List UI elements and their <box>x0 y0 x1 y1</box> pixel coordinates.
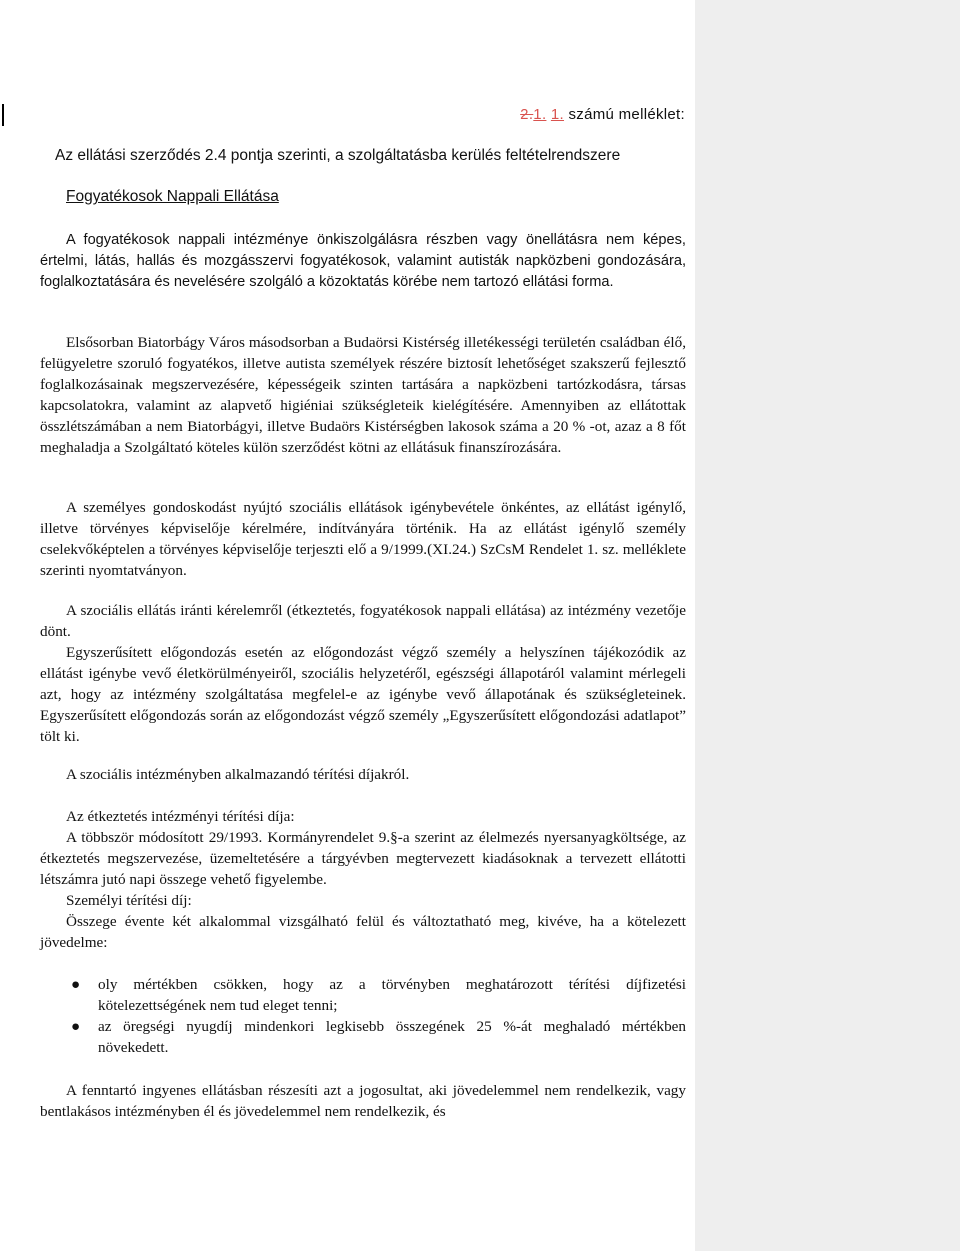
paragraph-eligibility <box>40 332 686 458</box>
list-item <box>40 974 686 1016</box>
paragraph: A személyes gondoskodást nyújtó szociális ellátások igénybevétele önkéntes, az ellátást igénylő, illetve törvényes képviselője kérelmére, indítványára történik. Ha az ellátást igénylő személy cselekvőképtelen a törvényes képviselője terjeszti elő a 9/1999.(XI.24.) SzCsM Rendelet 1. sz. melléklete szerinti nyomtatványon. <box>40 499 686 579</box>
bullet-icon: ● <box>71 1018 81 1035</box>
paragraph-voluntary <box>40 497 686 581</box>
page-title: Az ellátási szerződés 2.4 pontja szerinti, a szolgáltatásba kerülés feltételrendszere <box>55 147 621 164</box>
markup-pane <box>695 0 960 1251</box>
paragraph-meal-fees <box>40 806 686 953</box>
annex-inserted-text-2: 1. <box>550 106 565 123</box>
annex-inserted-text: 1. <box>533 106 547 123</box>
list-item <box>40 1016 686 1058</box>
text-cursor <box>2 104 4 126</box>
paragraph-decision <box>40 600 686 747</box>
paragraph: A szociális intézményben alkalmazandó térítési díjakról. <box>66 766 410 783</box>
paragraph: Az étkeztetés intézményi térítési díja: <box>66 808 295 825</box>
paragraph-fees-title <box>40 764 686 785</box>
paragraph: A fogyatékosok nappali intézménye önkiszolgálásra részben vagy önellátásra nem képes, értelmi, látás, hallás és mozgásszervi fogyatékosok, valamint autisták napközbeni gondozására, foglalkoztatására és nevelésére szolgáló a közoktatás körébe nem tartozó ellátási forma. <box>40 232 686 290</box>
paragraph: A többször módosított 29/1993. Kormányrendelet 9.§-a szerint az élelmezés nyersanyagköltsége, az étkeztetés megszervezése, üzemeltetésére a tárgyévben megtervezett kiadásoknak a tervezett ellátotti létszámra jutó napi összege vehető figyelembe. <box>40 829 686 888</box>
bullet-icon: ● <box>71 976 81 993</box>
paragraph: Személyi térítési díj: <box>66 892 192 909</box>
annex-deleted-text: 2. <box>520 106 534 123</box>
list-item-text: oly mértékben csökken, hogy az a törvényben meghatározott térítési díjfizetési kötelezettségének nem tud eleget tenni; <box>98 976 686 1014</box>
annex-label <box>520 106 685 123</box>
paragraph: Elsősorban Biatorbágy Város másodsorban a Budaörsi Kistérség illetékességi területén családban élő, felügyeletre szoruló fogyatékos, illetve autista személyek részére biztosít lehetőséget szakszerű fejlesztő foglalkozásainak megszervezésére, képességeik szinten tartására a napközbeni tartózkodásra, társas kapcsolatokra, valamint az alapvető higiéniai szükségleteik kielégítésére. Amennyiben az ellátottak összlétszámában a nem Biatorbágyi, illetve Budaörs Kistérségben lakosok száma a 20 % -ot, azaz a 8 főt meghaladja a Szolgáltató köteles külön szerződést kötni az ellátásuk finanszírozására. <box>40 334 686 456</box>
section-subheading: Fogyatékosok Nappali Ellátása <box>66 188 279 205</box>
paragraph: A szociális ellátás iránti kérelemről (étkeztetés, fogyatékosok nappali ellátása) az intézmény vezetője dönt. <box>40 602 686 640</box>
list-item-text: az öregségi nyugdíj mindenkori legkisebb összegének 25 %-át meghaladó mértékben növekedett. <box>98 1018 686 1056</box>
paragraph: Egyszerűsített előgondozás esetén az előgondozást végző személy a helyszínen tájékozódik az ellátást igénybe vevő életkörülményeiről, szociális helyzetéről, egészségi állapotáról valamint mérlegeli azt, hogy az intézmény szolgáltatása megfelel-e az igénybe vevő állapotának és szükségleteinek. Egyszerűsített előgondozás során az előgondozást végző személy „Egyszerűsített előgondozási adatlapot” tölt ki. <box>40 644 686 745</box>
paragraph-intro <box>40 230 686 293</box>
paragraph: A fenntartó ingyenes ellátásban részesíti azt a jogosultat, aki jövedelemmel nem rendelkezik, vagy bentlakásos intézményben él és jövedelemmel nem rendelkezik, és <box>40 1082 686 1120</box>
paragraph: Összege évente két alkalommal vizsgálható felül és változtatható meg, kivéve, ha a kötelezett jövedelme: <box>40 913 686 951</box>
bullet-list <box>40 974 686 1058</box>
paragraph-free-care <box>40 1080 686 1122</box>
bullet-list-block <box>40 974 686 1058</box>
annex-label-rest: számú melléklet: <box>564 106 685 123</box>
